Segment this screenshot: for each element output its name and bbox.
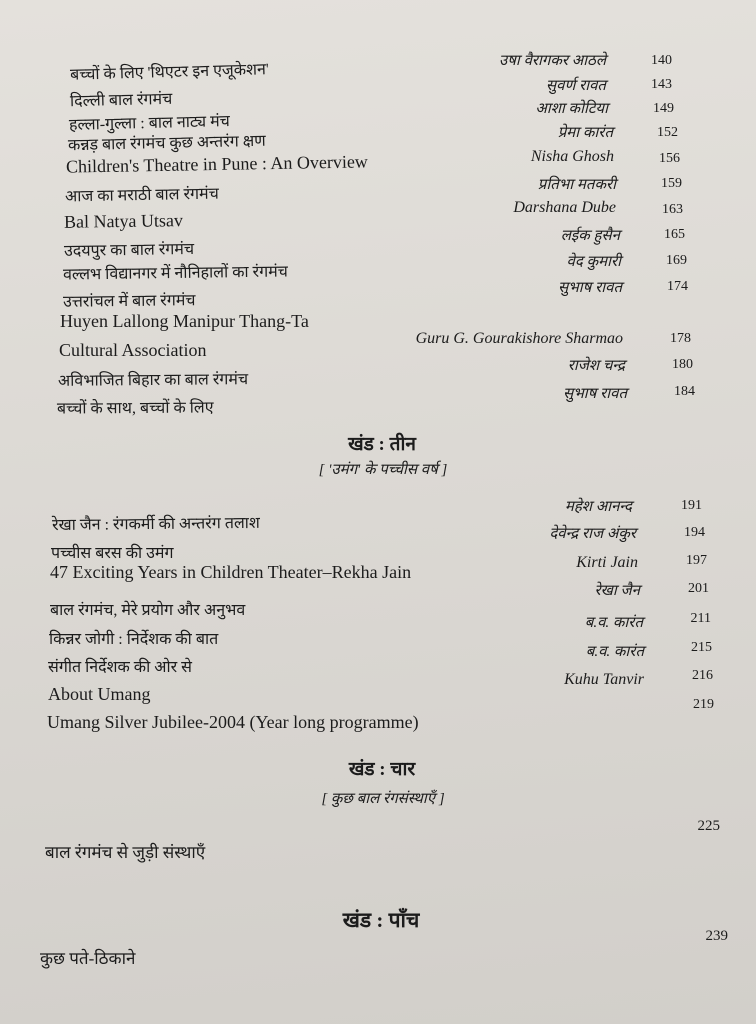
toc-entry-title: Umang Silver Jubilee-2004 (Year long programme) — [47, 712, 419, 732]
toc-entry-author: प्रेमा कारंत — [557, 125, 613, 141]
toc-entry-page: 169 — [666, 253, 687, 268]
toc-entry-page: 156 — [659, 151, 680, 166]
toc-entry-author: ब.व. कारंत — [585, 644, 644, 660]
toc-entry-title: उदयपुर का बाल रंगमंच — [63, 240, 195, 261]
toc-entry-page: 178 — [670, 331, 691, 346]
toc-entry-title: हल्ला-गुल्ला : बाल नाट्य मंच — [68, 113, 231, 134]
toc-entry-page: 184 — [674, 384, 695, 399]
toc-entry-title: पच्चीस बरस की उमंग — [51, 545, 174, 562]
toc-entry-page: 215 — [691, 640, 712, 655]
toc-entry-author: Guru G. Gourakishore Sharmao — [415, 330, 623, 347]
section-heading: खंड : तीन — [348, 434, 416, 455]
toc-entry-author: सुभाष रावत — [563, 386, 627, 402]
toc-entry-page: 201 — [688, 581, 709, 596]
toc-entry-author: Kuhu Tanvir — [564, 671, 644, 688]
toc-entry-author: राजेश चन्द्र — [567, 358, 625, 374]
toc-entry-title: किन्नर जोगी : निर्देशक की बात — [49, 631, 219, 648]
toc-entry-title: बाल रंगमंच से जुड़ी संस्थाएँ — [45, 843, 206, 862]
toc-entry-title: संगीत निर्देशक की ओर से — [48, 659, 192, 676]
toc-entry-author: सुवर्ण रावत — [546, 78, 606, 94]
toc-entry-author: महेश आनन्द — [564, 499, 632, 515]
toc-entry-title: रेखा जैन : रंगकर्मी की अन्तरंग तलाश — [51, 514, 260, 535]
toc-entry-title: Bal Natya Utsav — [63, 210, 184, 232]
toc-entry-author: उषा वैरागकर आठले — [499, 53, 606, 69]
section-subtitle: [ कुछ बाल रंगसंस्थाएँ ] — [321, 791, 445, 807]
toc-entry-page: 174 — [667, 279, 688, 294]
toc-entry-author: देवेन्द्र राज अंकुर — [549, 526, 636, 542]
toc-entry-title: अविभाजित बिहार का बाल रंगमंच — [57, 371, 249, 390]
toc-entry-page: 140 — [651, 53, 672, 68]
toc-entry-title: दिल्ली बाल रंगमंच — [69, 90, 173, 111]
toc-entry-page: 152 — [657, 125, 678, 140]
toc-entry-page: 239 — [705, 928, 728, 944]
toc-entry-author: ब.व. कारंत — [584, 615, 643, 631]
toc-entry-page: 165 — [664, 227, 685, 242]
toc-entry-page: 191 — [681, 498, 702, 513]
toc-entry-title: बच्चों के लिए 'थिएटर इन एजूकेशन' — [69, 61, 269, 84]
toc-entry-page: 225 — [697, 818, 720, 834]
toc-entry-author: वेद कुमारी — [566, 254, 621, 270]
toc-entry-title: Children's Theatre in Pune : An Overview — [65, 151, 369, 177]
toc-entry-author: Nisha Ghosh — [530, 148, 614, 165]
toc-entry-page: 143 — [651, 77, 672, 92]
toc-entry-page: 216 — [692, 668, 713, 683]
toc-entry-author: रेखा जैन — [594, 583, 640, 599]
toc-entry-page: 163 — [662, 202, 683, 217]
toc-entry-title: वल्लभ विद्यानगर में नौनिहालों का रंगमंच — [62, 263, 289, 284]
toc-entry-title: Cultural Association — [59, 340, 207, 360]
toc-entry-title: कन्नड़ बाल रंगमंच कुछ अन्तरंग क्षण — [67, 132, 266, 155]
toc-entry-author: आशा कोटिया — [535, 101, 608, 117]
toc-entry-author: सुभाष रावत — [558, 280, 622, 296]
section-subtitle: [ 'उमंग' के पच्चीस वर्ष ] — [318, 462, 448, 478]
toc-entry-title: उत्तरांचल में बाल रंगमंच — [62, 292, 196, 311]
toc-entry-page: 219 — [693, 697, 714, 712]
toc-entry-page: 194 — [684, 525, 705, 540]
toc-entry-author: प्रतिभा मतकरी — [537, 177, 616, 193]
toc-entry-title: कुछ पते-ठिकाने — [40, 949, 136, 968]
toc-entry-title: 47 Exciting Years in Children Theater–Rekha Jain — [50, 562, 412, 582]
toc-entry-title: Huyen Lallong Manipur Thang-Ta — [60, 311, 309, 331]
toc-entry-page: 197 — [686, 553, 707, 568]
toc-entry-title: बच्चों के साथ, बच्चों के लिए — [56, 399, 214, 418]
toc-entry-title: बाल रंगमंच, मेरे प्रयोग और अनुभव — [50, 602, 246, 619]
section-heading: खंड : पाँच — [342, 908, 420, 932]
toc-entry-author: लईक हुसैन — [560, 228, 620, 244]
section-heading: खंड : चार — [348, 759, 416, 780]
toc-entry-author: Darshana Dube — [513, 199, 616, 216]
toc-entry-page: 149 — [653, 101, 674, 116]
toc-entry-page: 180 — [672, 357, 693, 372]
toc-entry-title: आज का मराठी बाल रंगमंच — [64, 185, 219, 206]
toc-entry-page: 159 — [661, 176, 682, 191]
toc-entry-author: Kirti Jain — [576, 554, 638, 571]
toc-entry-page: 211 — [690, 611, 711, 626]
toc-entry-title: About Umang — [48, 684, 151, 704]
